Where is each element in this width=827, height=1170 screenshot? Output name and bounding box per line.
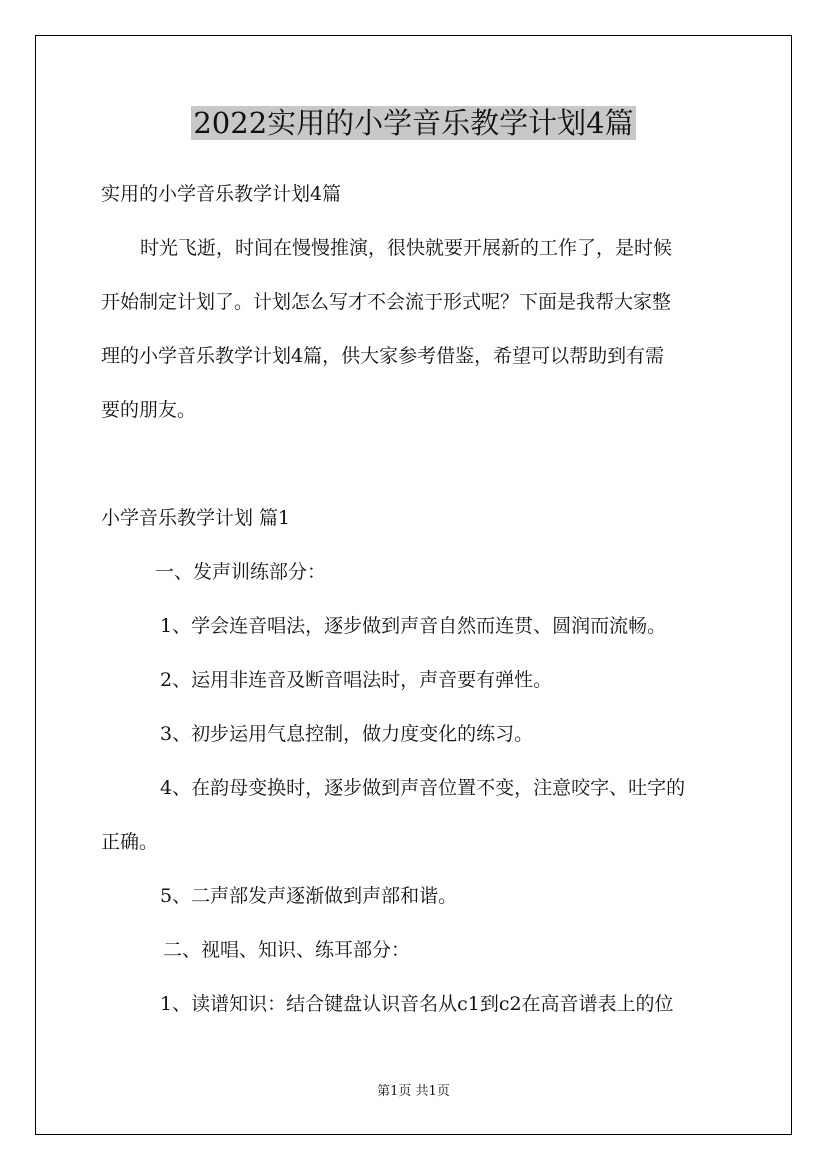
intro-line-3: 理的小学音乐教学计划4篇，供大家参考借鉴，希望可以帮助到有需 — [101, 345, 665, 367]
part1-heading: 一、发声训练部分： — [155, 561, 327, 583]
part1-item-1: 1、学会连音唱法，逐步做到声音自然而连贯、圆润而流畅。 — [160, 615, 667, 637]
document-title: 2022实用的小学音乐教学计划4篇 — [193, 106, 634, 140]
part1-item-4-continued: 正确。 — [101, 831, 159, 853]
document-subtitle: 实用的小学音乐教学计划4篇 — [101, 183, 342, 205]
section-heading: 小学音乐教学计划 篇1 — [101, 507, 291, 529]
part1-item-2: 2、运用非连音及断音唱法时，声音要有弹性。 — [160, 669, 553, 691]
page-footer: 第1页 共1页 — [377, 1084, 450, 1099]
intro-line-4: 要的朋友。 — [101, 399, 197, 421]
intro-line-2: 开始制定计划了。计划怎么写才不会流于形式呢？下面是我帮大家整 — [101, 291, 672, 313]
part1-item-3: 3、初步运用气息控制，做力度变化的练习。 — [160, 723, 534, 745]
part2-item-1: 1、读谱知识：结合键盘认识音名从c1到c2在高音谱表上的位 — [160, 993, 674, 1015]
part1-item-5: 5、二声部发声逐渐做到声部和谐。 — [160, 885, 458, 907]
intro-line-1: 时光飞逝，时间在慢慢推演，很快就要开展新的工作了，是时候 — [140, 237, 673, 259]
part1-item-4: 4、在韵母变换时，逐步做到声音位置不变，注意咬字、吐字的 — [160, 777, 686, 799]
part2-heading: 二、视唱、知识、练耳部分： — [163, 939, 411, 961]
